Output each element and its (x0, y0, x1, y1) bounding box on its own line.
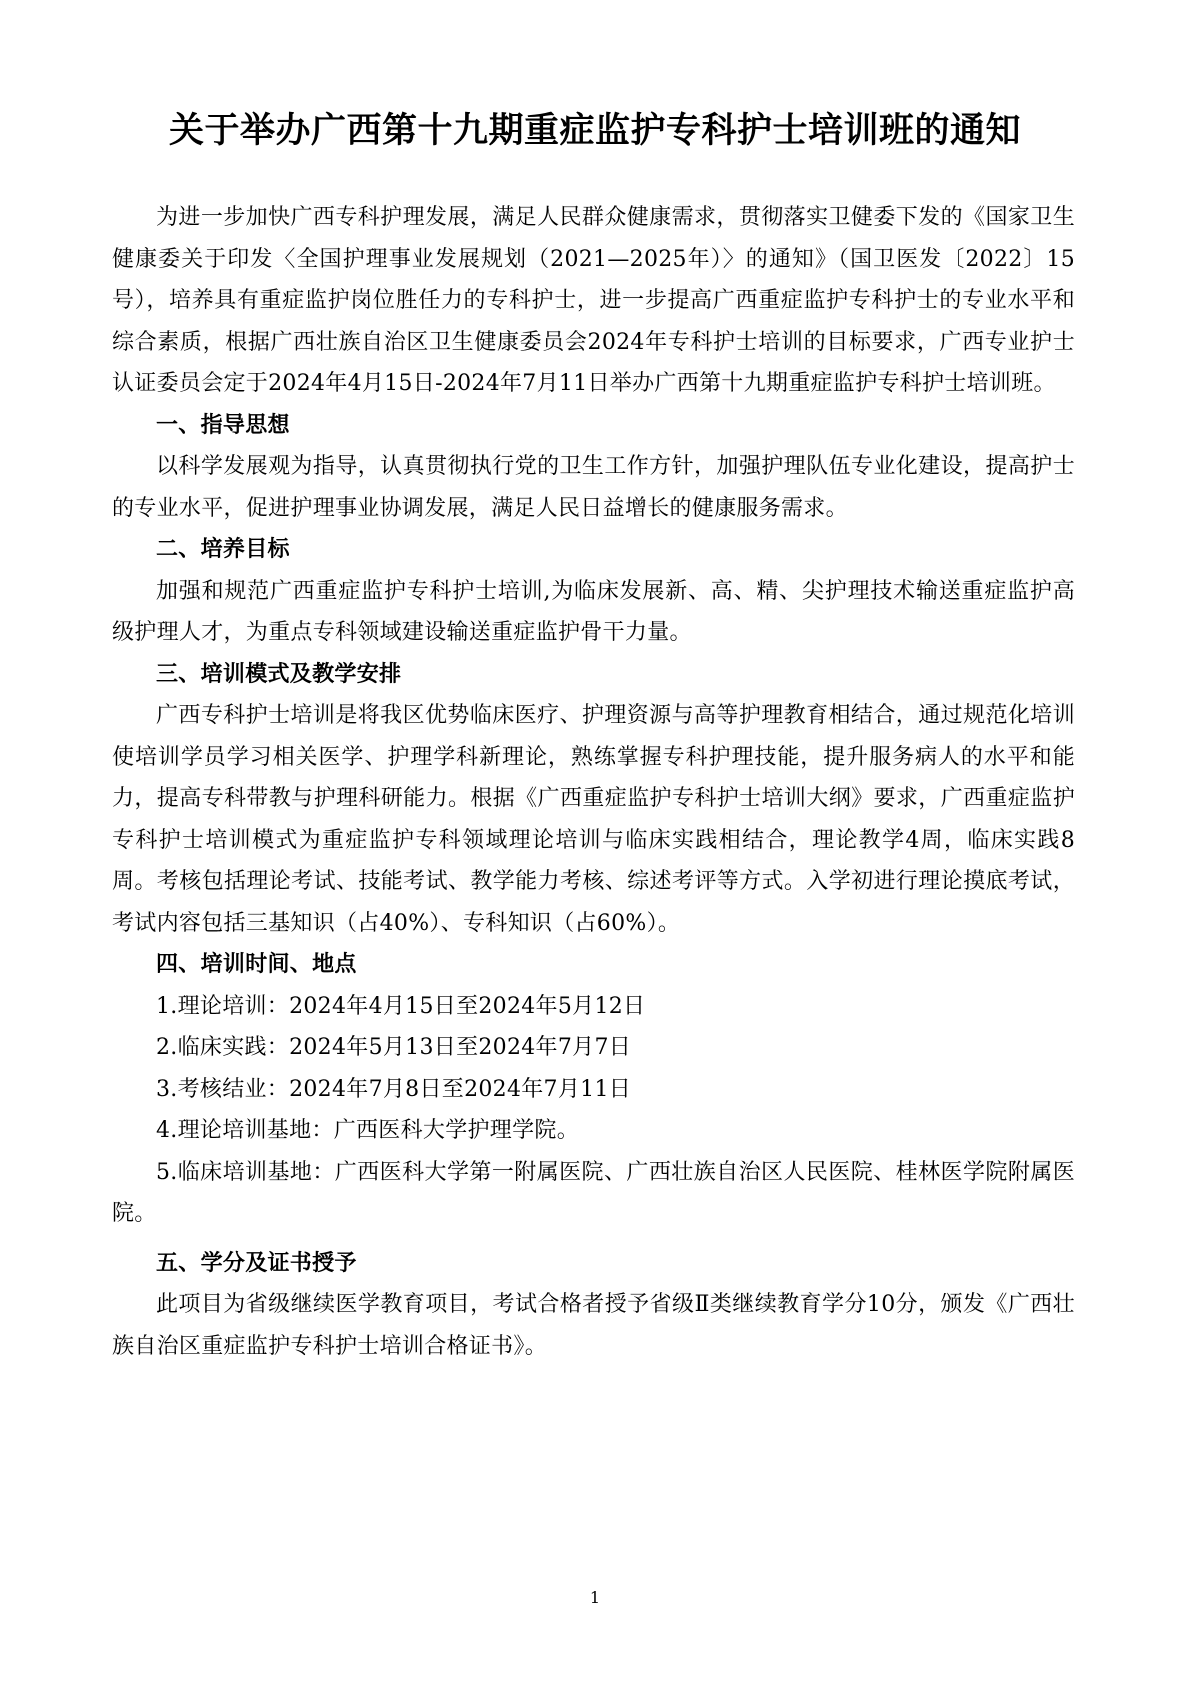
document-body (112, 197, 1075, 1367)
list-item-assessment: 3.考核结业：2024年7月8日至2024年7月11日 (156, 1076, 632, 1102)
section-body-training-goal: 加强和规范广西重症监护专科护士培训,为临床发展新、高、精、尖护理技术输送重症监护高级护理人才，为重点专科领域建设输送重症监护骨干力量。 (112, 578, 1075, 645)
list-item-clinical-base: 5.临床培训基地：广西医科大学第一附属医院、广西壮族自治区人民医院、桂林医学院附属医院。 (112, 1159, 1075, 1226)
page-number: 1 (589, 1588, 601, 1607)
section-heading-training-mode: 三、培训模式及教学安排 (156, 661, 402, 687)
intro-paragraph: 为进一步加快广西专科护理发展，满足人民群众健康需求，贯彻落实卫健委下发的《国家卫生健康委关于印发〈全国护理事业发展规划（2021—2025年）〉的通知》（国卫医发〔2022〕15号），培养具有重症监护岗位胜任力的专科护士，进一步提高广西重症监护专科护士的专业水平和综合素质，根据广西壮族自治区卫生健康委员会2024年专科护士培训的目标要求，广西专业护士认证委员会定于2024年4月15日-2024年7月11日举办广西第十九期重症监护专科护士培训班。 (112, 205, 1075, 396)
list-item-clinical-practice: 2.临床实践：2024年5月13日至2024年7月7日 (156, 1035, 632, 1060)
section-heading-time-location: 四、培训时间、地点 (156, 952, 357, 977)
section-heading-credits-certificate: 五、学分及证书授予 (156, 1250, 357, 1276)
section-body-credits-certificate: 此项目为省级继续医学教育项目，考试合格者授予省级Ⅱ类继续教育学分10分，颁发《广西壮族自治区重症监护专科护士培训合格证书》。 (112, 1292, 1075, 1359)
section-body-training-mode: 广西专科护士培训是将我区优势临床医疗、护理资源与高等护理教育相结合，通过规范化培训使培训学员学习相关医学、护理学科新理论，熟练掌握专科护理技能，提升服务病人的水平和能力，提高专科带教与护理科研能力。根据《广西重症监护专科护士培训大纲》要求，广西重症监护专科护士培训模式为重症监护专科领域理论培训与临床实践相结合，理论教学4周，临床实践8周。考核包括理论考试、技能考试、教学能力考核、综述考评等方式。入学初进行理论摸底考试，考试内容包括三基知识（占40%）、专科知识（占60%）。 (112, 703, 1075, 936)
section-heading-training-goal: 二、培养目标 (156, 537, 290, 562)
section-body-guiding-thought: 以科学发展观为指导，认真贯彻执行党的卫生工作方针，加强护理队伍专业化建设，提高护士的专业水平，促进护理事业协调发展，满足人民日益增长的健康服务需求。 (112, 454, 1075, 521)
list-item-theory-training: 1.理论培训：2024年4月15日至2024年5月12日 (156, 993, 646, 1019)
document-title: 关于举办广西第十九期重症监护专科护士培训班的通知 (168, 111, 1021, 151)
section-heading-guiding-thought: 一、指导思想 (156, 412, 290, 438)
list-item-theory-base: 4.理论培训基地：广西医科大学护理学院。 (156, 1118, 579, 1143)
